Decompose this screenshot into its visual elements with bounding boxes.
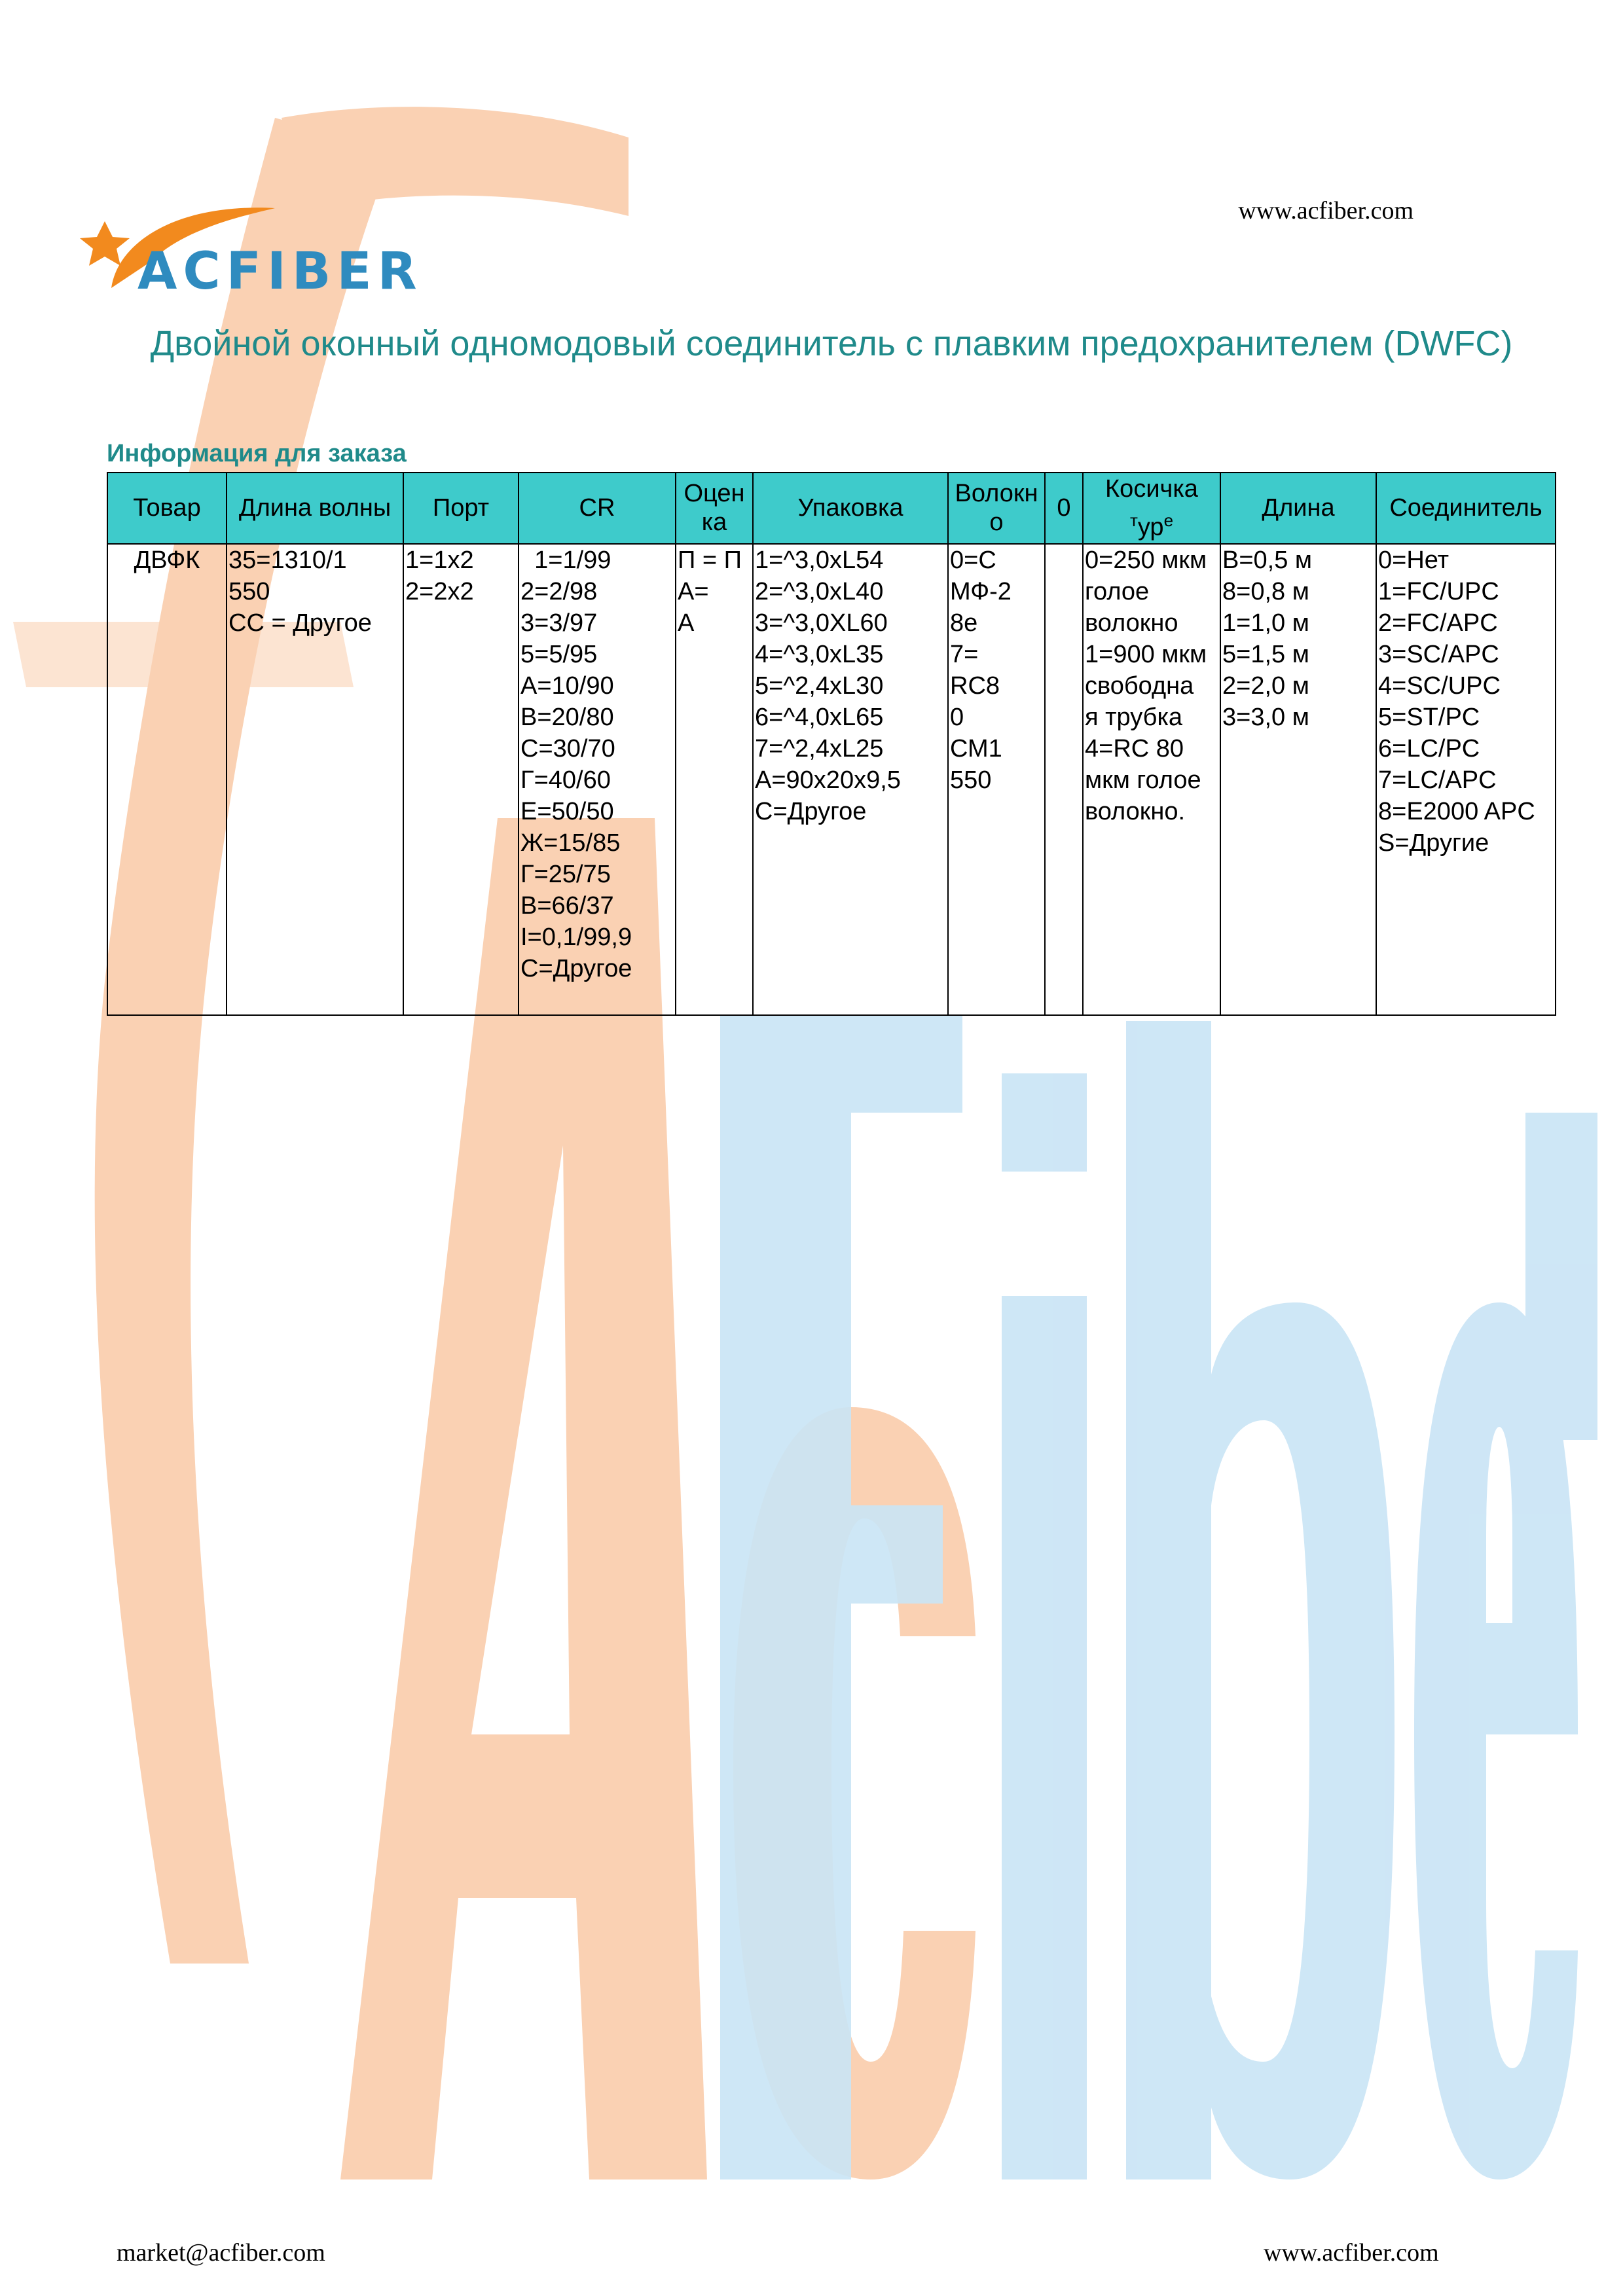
- cell-cr: 1=1/99 2=2/98 3=3/97 5=5/95 А=10/90 В=20/80 С=30/70 Г=40/60 Е=50/50 Ж=15/85 Г=25/75 В=66/37 I=0,1/99,9 С=Другое: [519, 544, 676, 1015]
- logo-star-icon: [80, 221, 130, 266]
- cell-grade: П = П А= А: [676, 544, 753, 1015]
- header-pigtail-main: Косичка: [1105, 475, 1198, 503]
- section-subtitle: Информация для заказа: [107, 440, 407, 467]
- page-title: Двойной оконный одномодовый соединитель с плавким предохранителем (DWFC): [150, 324, 1513, 363]
- header-pigtail: [1083, 473, 1220, 544]
- watermark-blue-fiber: [720, 1014, 1597, 2179]
- footer-email: market@acfiber.com: [117, 2239, 325, 2267]
- header-website: www.acfiber.com: [1238, 197, 1413, 224]
- header-grade: Оцен ка: [676, 473, 753, 544]
- header-connector: Соединитель: [1376, 473, 1556, 544]
- cell-fiber: 0=С МФ-2 8е 7= RC8 0 СМ1 550: [948, 544, 1045, 1015]
- header-product: Товар: [107, 473, 227, 544]
- cell-pigtail: 0=250 мкм голое волокно 1=900 мкм свободна я трубка 4=RC 80 мкм голое волокно.: [1083, 544, 1220, 1015]
- cell-port: 1=1x2 2=2x2: [403, 544, 519, 1015]
- cell-product: ДВФК: [107, 544, 227, 1015]
- table-row: [107, 544, 1556, 1015]
- logo-text: ACFIBER: [137, 242, 423, 301]
- header-port: Порт: [403, 473, 519, 544]
- header-pigtail-tail: ур: [1137, 513, 1164, 541]
- cell-wavelength: 35=1310/1 550 CC = Другое: [227, 544, 403, 1015]
- ordering-table: [107, 472, 1556, 1016]
- header-cr: CR: [519, 473, 676, 544]
- footer-website: www.acfiber.com: [1264, 2239, 1439, 2267]
- header-fiber: Волокн о: [948, 473, 1045, 544]
- header-zero: 0: [1045, 473, 1083, 544]
- cell-package: 1=^3,0xL54 2=^3,0xL40 3=^3,0XL60 4=^3,0xL35 5=^2,4xL30 6=^4,0xL65 7=^2,4xL25 А=90x20x9,5 С=Другое: [753, 544, 948, 1015]
- header-wavelength: Длина волны: [227, 473, 403, 544]
- header-length: Длина: [1220, 473, 1376, 544]
- cell-connector: 0=Нет 1=FC/UPC 2=FC/APC 3=SC/APC 4=SC/UPC 5=ST/PC 6=LC/PC 7=LC/APC 8=E2000 APC S=Другие: [1376, 544, 1556, 1015]
- header-pigtail-sup2: е: [1163, 511, 1174, 530]
- table-header-row: [107, 473, 1556, 544]
- cell-length: В=0,5 м 8=0,8 м 1=1,0 м 5=1,5 м 2=2,0 м 3=3,0 м: [1220, 544, 1376, 1015]
- header-pigtail-sup: т: [1129, 511, 1138, 530]
- cell-zero: [1045, 544, 1083, 1015]
- header-package: Упаковка: [753, 473, 948, 544]
